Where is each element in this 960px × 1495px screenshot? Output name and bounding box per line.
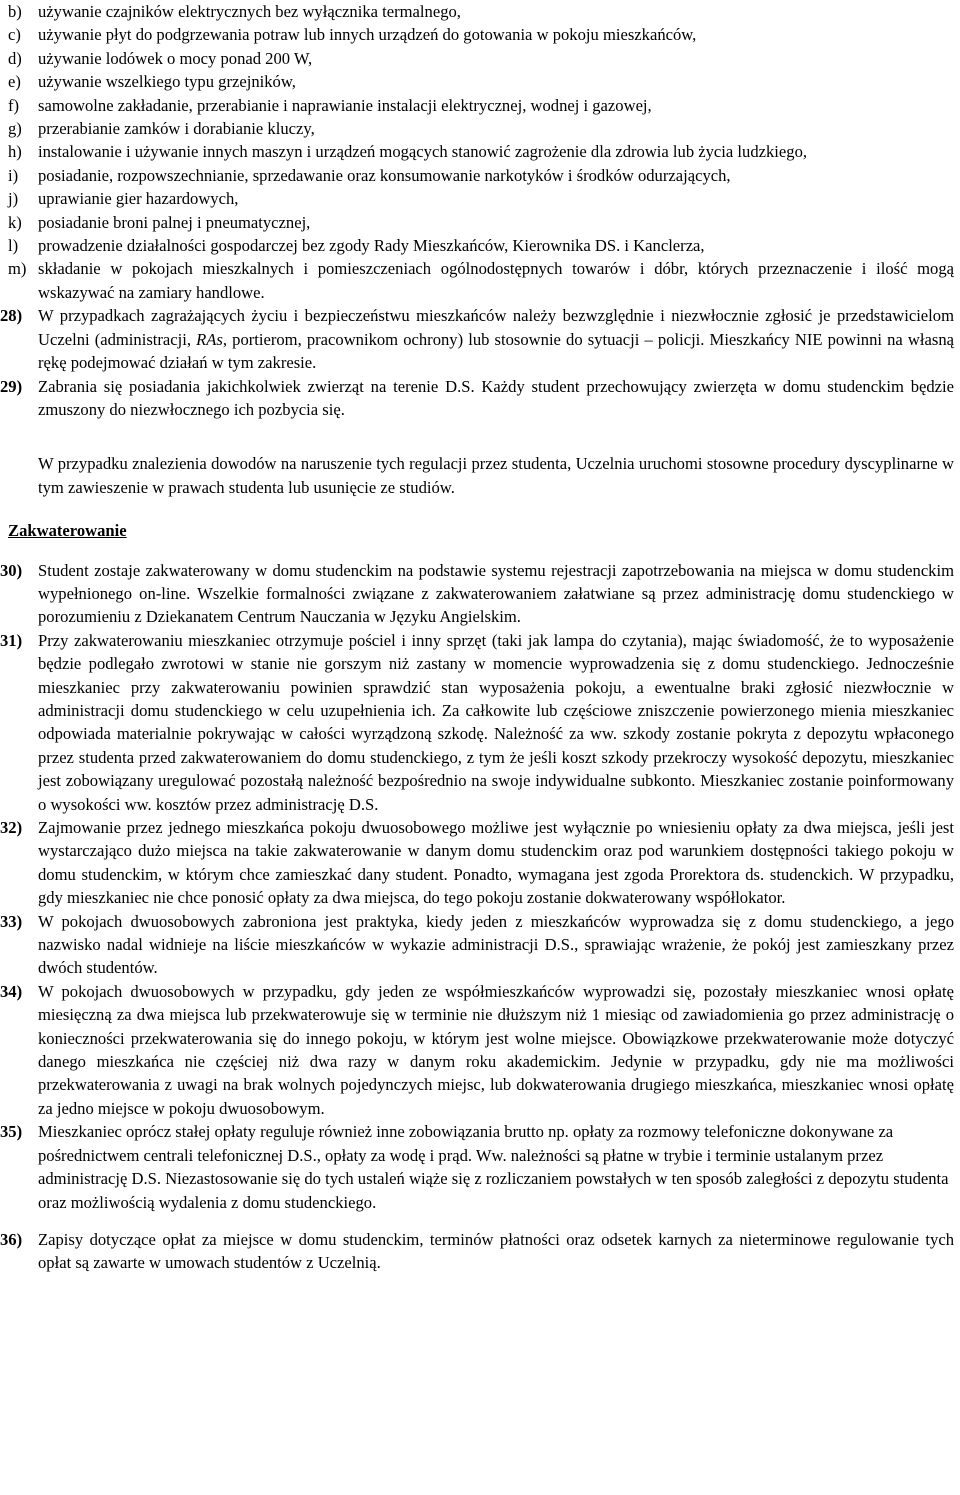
rule-32 — [0, 816, 954, 910]
rule-text: Zapisy dotyczące opłat za miejsce w domu studenckim, terminów płatności oraz odsetek karnych za nieterminowe regulowanie tych opłat są zawarte w umowach studentów z Uczelnią. — [38, 1229, 954, 1273]
rule-31 — [0, 629, 954, 816]
list-item — [8, 23, 954, 46]
list-marker: j) — [8, 189, 19, 209]
rule-33 — [0, 910, 954, 980]
list-marker: c) — [8, 25, 21, 45]
list-marker: f) — [8, 95, 20, 115]
prohibited-activities-list — [8, 0, 954, 304]
list-item — [8, 117, 954, 140]
list-item — [8, 257, 954, 304]
list-item — [8, 234, 954, 257]
list-text: używanie czajników elektrycznych bez wyłącznika termalnego, — [38, 2, 461, 21]
rule-text: Zajmowanie przez jednego mieszkańca pokoju dwuosobowego możliwe jest wyłącznie po wniesieniu opłaty za dwa miejsca, jeśli jest wystarczająco dużo miejsca na takie zakwaterowanie w danym domu studenckim oraz pod warunkiem dostępności takiego pokoju w domu studenckim, w którym chce zamieszkać dany student. Ponadto, wymagana jest zgoda Prorektora ds. studenckich. W przypadku, gdy mieszkaniec nie chce ponosić opłaty za dwa miejsca, do tego pokoju zostanie dokwaterowany współlokator. — [38, 818, 954, 908]
list-text: składanie w pokojach mieszkalnych i pomieszczeniach ogólnodostępnych towarów i dóbr, których przeznaczenie i ilość mogą wskazywać na zamiary handlowe. — [38, 259, 954, 302]
list-text: przerabianie zamków i dorabianie kluczy, — [38, 119, 315, 139]
list-text: instalowanie i używanie innych maszyn i urządzeń mogących stanowić zagrożenie dla zdrowia lub życia ludzkiego, — [38, 142, 808, 162]
rule-36 — [0, 1228, 954, 1275]
rule-30 — [0, 559, 954, 629]
rule-text: Student zostaje zakwaterowany w domu studenckim na podstawie systemu rejestracji zapotrzebowania na miejsca w domu studenckim wypełnionego on-line. Wszelkie formalności związane z zakwaterowaniem załatwiane są przez administrację domu studenckiego w porozumieniu z Dziekanatem Centrum Nauczania w Języku Angielskim. — [38, 560, 954, 627]
list-item — [8, 47, 954, 70]
rule-number: 31) — [0, 630, 23, 650]
rule-number: 33) — [0, 911, 23, 931]
rule-text: Przy zakwaterowaniu mieszkaniec otrzymuje pościel i inny sprzęt (taki jak lampa do czytania), mając świadomość, że to wyposażenie będzie podlegało zwrotowi w stanie nie gorszym niż zastany w momencie wyprowadzenia się z domu studenckiego. Jednocześnie mieszkaniec przy zakwaterowaniu powinien sprawdzić stan wyposażenia pokoju, a ewentualne braki zgłosić niezwłocznie w administracji domu studenckiego w celu uzupełnienia ich. Za całkowite lub częściowe zniszczenie powierzonego mienia mieszkaniec odpowiada materialnie pokrywając w całości wyrządzoną szkodę. Należność za ww. szkody zostanie pokryta z depozytu wpłaconego przez studenta przed zakwaterowaniem do domu studenckiego, z tym że jeśli koszt szkody przekroczy wysokość depozytu, mieszkaniec jest zobowiązany uregulować pozostałą należność bezpośrednio na swoje indywidualne subkonto. Mieszkaniec zostanie poinformowany o wysokości ww. kosztów przez administrację D.S. — [38, 630, 954, 814]
rule-text: W pokojach dwuosobowych w przypadku, gdy jeden ze współmieszkańców wyprowadzi się, pozostały mieszkaniec wnosi opłatę miesięczną za dwa miejsca lub przekwaterowuje się w terminie nie dłuższym niż 1 miesiąc od zawiadomienia go przez administrację o konieczności przekwaterowania się do innego pokoju, w którym jest wolne miejsce. Obowiązkowe przekwaterowanie może dotyczyć danego mieszkańca nie częściej niż dwa razy w danym roku akademickim. Jedynie w przypadku, gdy nie ma możliwości przekwaterowania z uwagi na brak wolnych pojedynczych miejsc, lub dokwaterowania drugiego mieszkańca, mieszkaniec wnosi opłatę za jedno miejsce w pokoju dwuosobowym. — [38, 981, 954, 1118]
list-item — [8, 187, 954, 210]
list-text: posiadanie, rozpowszechnianie, sprzedawanie oraz konsumowanie narkotyków i środków odurzających, — [38, 165, 731, 185]
list-marker: g) — [8, 119, 22, 139]
list-item — [8, 70, 954, 93]
rule-28 — [0, 304, 954, 374]
rule-34 — [0, 980, 954, 1120]
rule-29 — [0, 375, 954, 422]
list-text: używanie lodówek o mocy ponad 200 W, — [38, 48, 313, 68]
list-marker: b) — [8, 2, 22, 21]
list-text: uprawianie gier hazardowych, — [38, 189, 239, 209]
list-marker: e) — [8, 72, 21, 92]
list-marker: d) — [8, 48, 22, 68]
list-item — [8, 140, 954, 163]
rule-text: Zabrania się posiadania jakichkolwiek zwierząt na terenie D.S. Każdy student przechowujący zwierzęta w domu studenckim będzie zmuszony do niezwłocznego ich pozbycia się. — [38, 376, 954, 419]
list-marker: m) — [8, 259, 27, 279]
list-item — [8, 0, 954, 23]
rule-text: Mieszkaniec oprócz stałej opłaty reguluje również inne zobowiązania brutto np. opłaty za rozmowy telefoniczne dokonywane za pośrednictwem centrali telefonicznej D.S., opłaty za wodę i prąd. Ww. należności są płatne w trybie i terminie ustalanym przez administrację D.S. Niezastosowanie się do tych ustaleń wiąże się z rozliczaniem powstałych w ten sposób zaległości z depozytu studenta oraz możliwością wydalenia z domu studenckiego. — [38, 1122, 949, 1212]
list-marker: l) — [8, 236, 19, 256]
list-text: używanie płyt do podgrzewania potraw lub innych urządzeń do gotowania w pokoju mieszkańców, — [38, 25, 697, 45]
rule-text: W pokojach dwuosobowych zabroniona jest praktyka, kiedy jeden z mieszkańców wyprowadza się z domu studenckiego, a jego nazwisko nadal widnieje na liście mieszkańców w wykazie administracji D.S., sprawiając wrażenie, że pokój jest zamieszkany przez dwóch studentów. — [38, 911, 954, 978]
rule-text-italic: RAs — [196, 329, 223, 349]
rule-text-part: W przypadkach zagrażających życiu i bezpieczeństwu mieszkańców należy bezwzględnie i niezwłocznie zgłosić je przedstawicielom Uczelni (administracji, — [38, 306, 954, 349]
rule-number: 32) — [0, 818, 23, 837]
list-item — [8, 94, 954, 117]
list-marker: k) — [8, 212, 22, 232]
list-marker: h) — [8, 142, 22, 162]
list-marker: i) — [8, 165, 19, 185]
list-text: prowadzenie działalności gospodarczej bez zgody Rady Mieszkańców, Kierownika DS. i Kanclerza, — [38, 236, 705, 256]
rule-text-part: , portierom, pracownikom ochrony) lub stosownie do sytuacji – policji. Mieszkańcy NIE powinni na własną rękę podejmować działań w tym zakresie. — [38, 329, 954, 373]
rule-number: 30) — [0, 560, 23, 580]
list-item — [8, 164, 954, 187]
rule-35 — [0, 1120, 954, 1214]
list-item — [8, 211, 954, 234]
rule-number: 36) — [0, 1229, 23, 1249]
accommodation-rules — [0, 559, 954, 1275]
rule-number: 28) — [0, 306, 23, 326]
list-text: posiadanie broni palnej i pneumatycznej, — [38, 212, 311, 232]
rule-number: 29) — [0, 376, 23, 396]
rule-number: 34) — [0, 981, 23, 1001]
list-text: samowolne zakładanie, przerabianie i naprawianie instalacji elektrycznej, wodnej i gazowej, — [38, 95, 652, 115]
list-text: używanie wszelkiego typu grzejników, — [38, 72, 296, 92]
violation-note: W przypadku znalezienia dowodów na naruszenie tych regulacji przez studenta, Uczelnia uruchomi stosowne procedury dyscyplinarne w tym zawieszenie w prawach studenta lub usunięcie ze studiów. — [38, 454, 954, 497]
section-heading: Zakwaterowanie — [8, 521, 127, 541]
rule-number: 35) — [0, 1122, 23, 1142]
